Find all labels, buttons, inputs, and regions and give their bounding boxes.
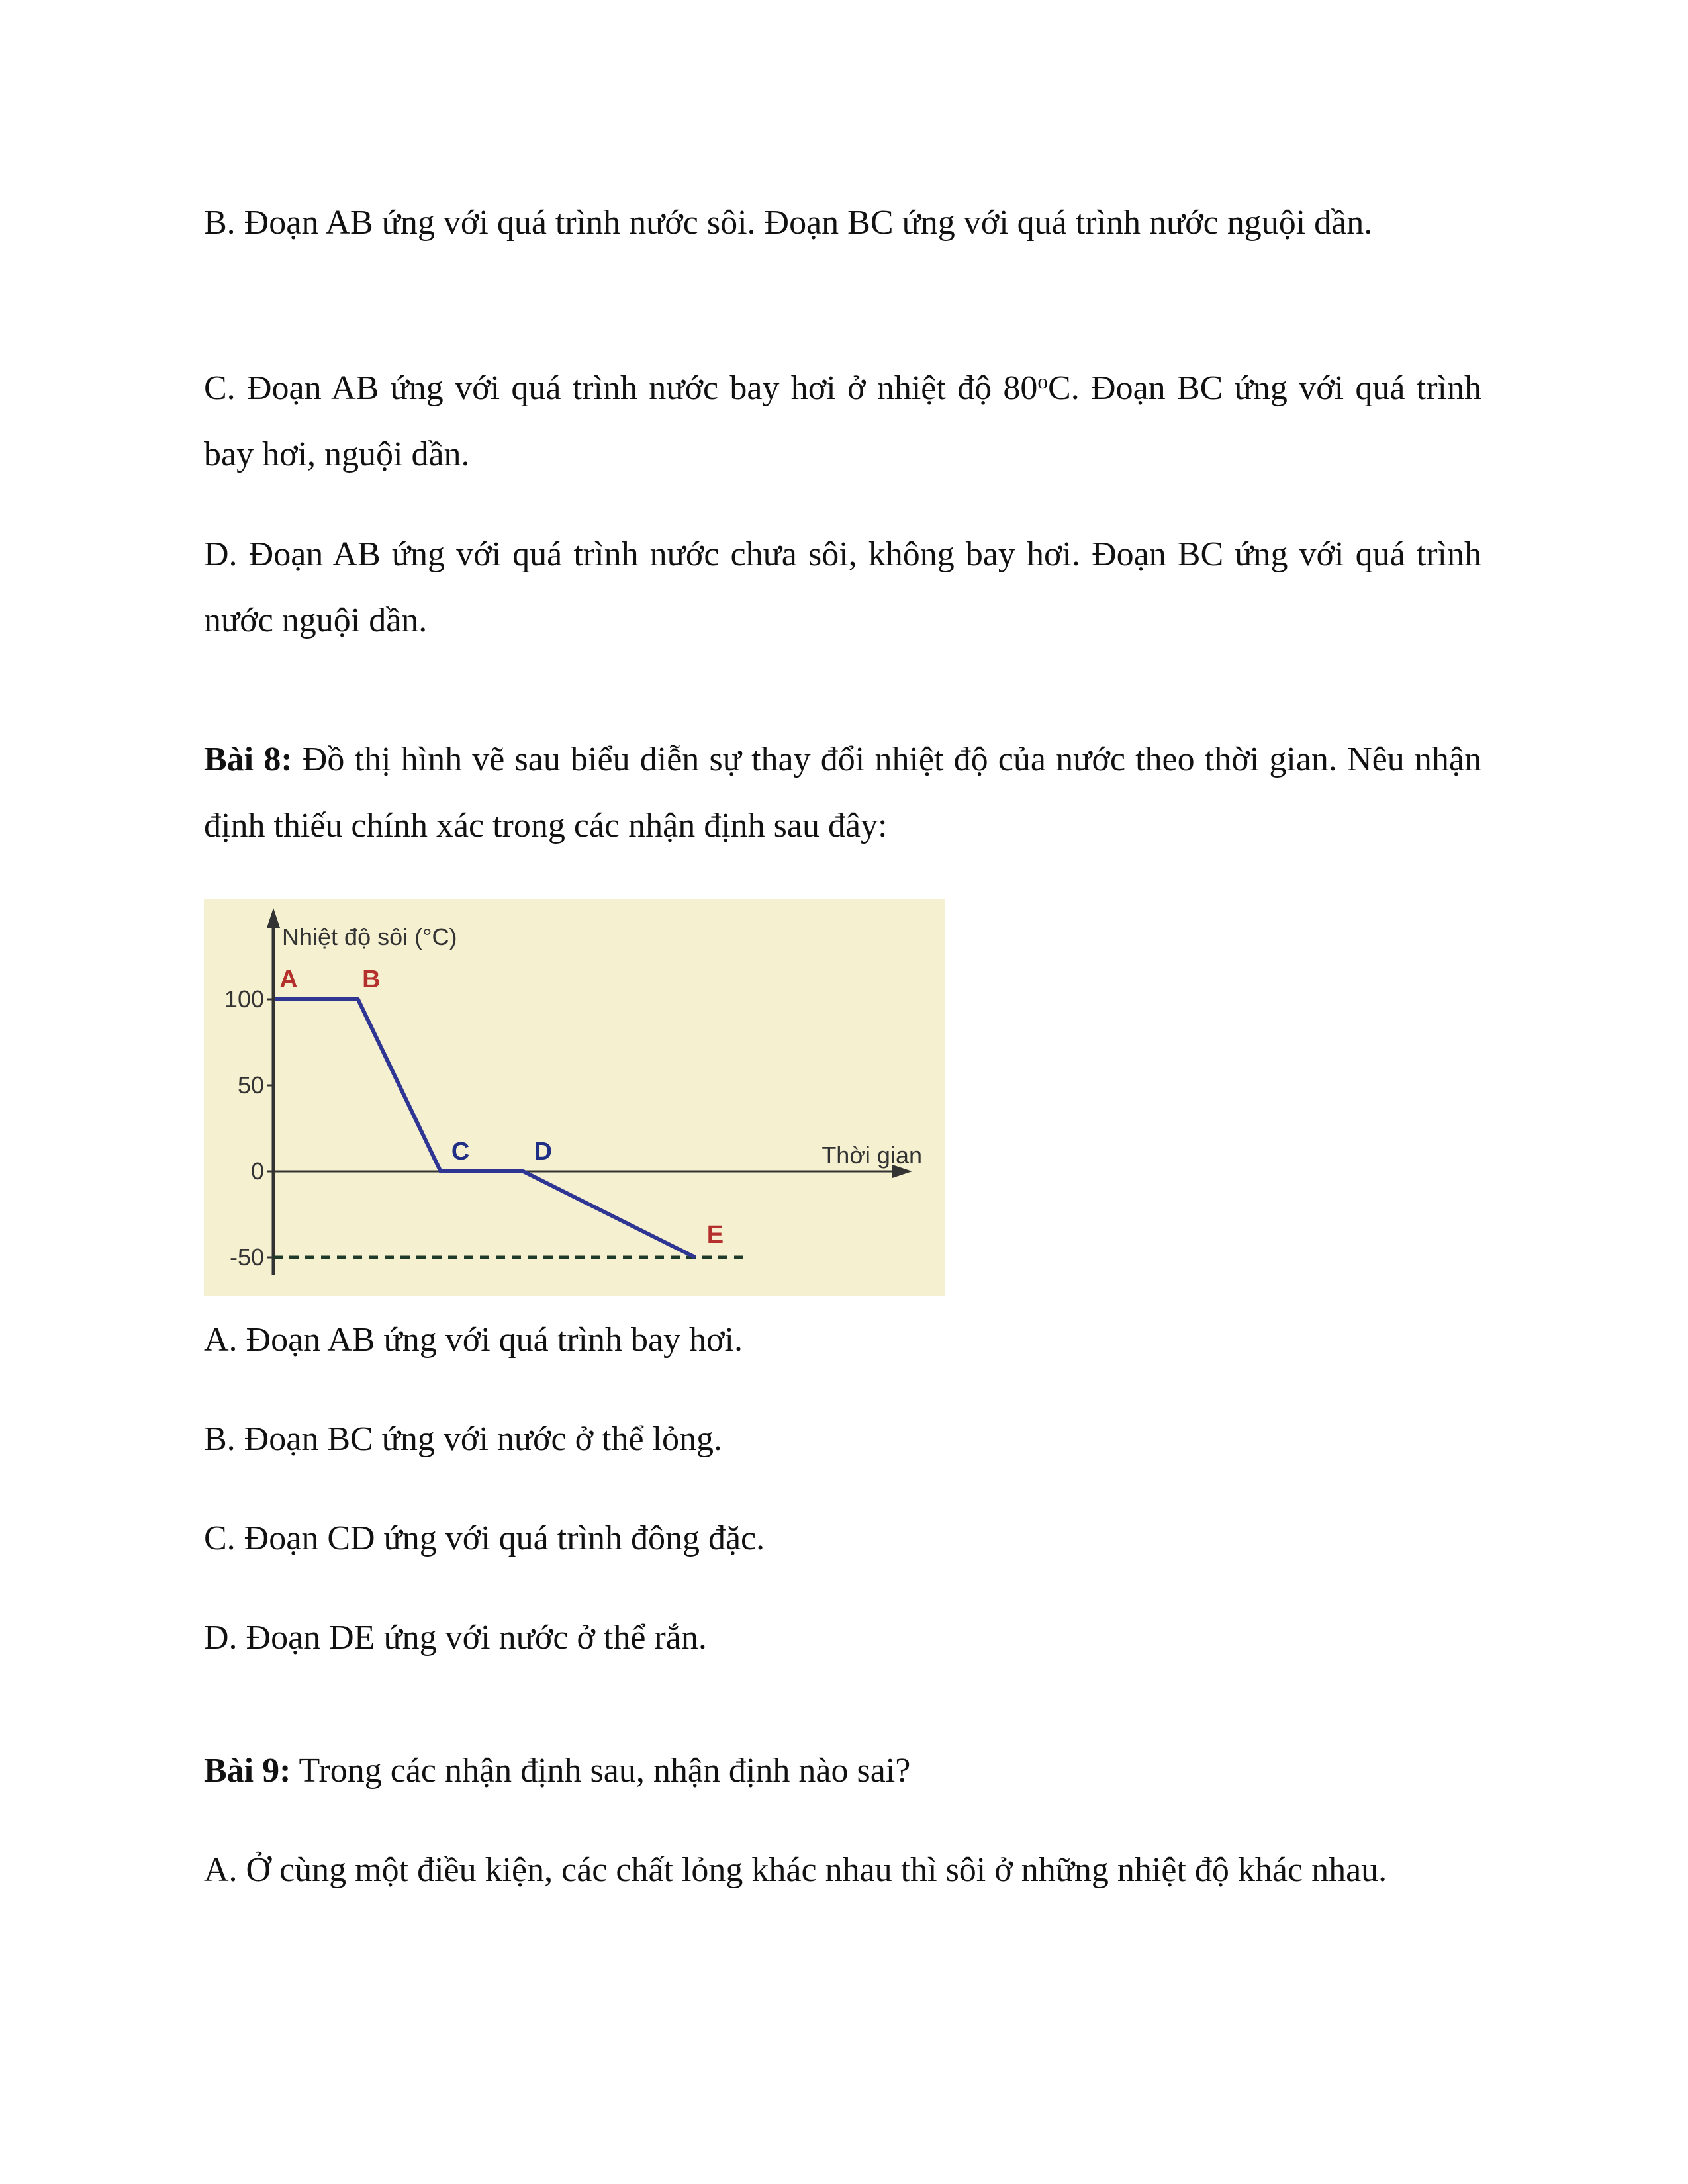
q9-text: Trong các nhận định sau, nhận định nào sai? bbox=[291, 1752, 911, 1790]
x-axis-label: Thời gian bbox=[821, 1142, 922, 1169]
q8-question bbox=[204, 727, 1481, 859]
q7-option-b: B. Đoạn AB ứng với quá trình nước sôi. Đoạn BC ứng với quá trình nước nguội dần. bbox=[204, 204, 1373, 242]
q7-option-c bbox=[204, 355, 1481, 488]
y-tick-label: -50 bbox=[229, 1244, 264, 1271]
point-label-a: A bbox=[279, 966, 298, 993]
q8-label: Bài 8: bbox=[204, 741, 293, 778]
point-label-d: D bbox=[534, 1138, 553, 1165]
y-tick-label: 100 bbox=[224, 985, 264, 1013]
q7-option-c-post: C. Đoạn BC ứng với quá trình bay hơi, nguội dần. bbox=[204, 369, 1481, 473]
point-label-e: E bbox=[706, 1221, 724, 1249]
y-axis-label: Nhiệt độ sôi (°C) bbox=[282, 923, 457, 950]
q8-text: Đồ thị hình vẽ sau biểu diễn sự thay đổi nhiệt độ của nước theo thời gian. Nêu nhận định thiếu chính xác trong các nhận định sau đây: bbox=[204, 741, 1481, 844]
temperature-line bbox=[275, 999, 695, 1257]
chart-marks bbox=[273, 966, 747, 1257]
q8-option-a: A. Đoạn AB ứng với quá trình bay hơi. bbox=[204, 1321, 743, 1359]
q9-label: Bài 9: bbox=[204, 1752, 291, 1790]
y-axis-arrow bbox=[267, 908, 280, 928]
temperature-chart bbox=[204, 899, 945, 1296]
point-label-c: C bbox=[451, 1138, 470, 1165]
q7-option-c-pre: C. Đoạn AB ứng với quá trình nước bay hơi ở nhiệt độ 80 bbox=[204, 369, 1038, 407]
y-tick-label: 0 bbox=[250, 1158, 264, 1185]
y-tick-label: 50 bbox=[237, 1071, 264, 1099]
q8-option-c: C. Đoạn CD ứng với quá trình đông đặc. bbox=[204, 1520, 765, 1557]
chart-axes bbox=[224, 908, 912, 1275]
q8-option-b: B. Đoạn BC ứng với nước ở thể lỏng. bbox=[204, 1420, 723, 1458]
temperature-chart-svg bbox=[204, 899, 945, 1296]
q7-option-d: D. Đoạn AB ứng với quá trình nước chưa sôi, không bay hơi. Đoạn BC ứng với quá trình nước nguội dần. bbox=[204, 535, 1481, 639]
q9-question bbox=[204, 1738, 1481, 1804]
degree-sup: o bbox=[1037, 370, 1049, 394]
point-label-b: B bbox=[362, 966, 381, 993]
q9-option-a: A. Ở cùng một điều kiện, các chất lỏng khác nhau thì sôi ở những nhiệt độ khác nhau. bbox=[204, 1851, 1387, 1889]
q8-option-d: D. Đoạn DE ứng với nước ở thể rắn. bbox=[204, 1619, 707, 1657]
